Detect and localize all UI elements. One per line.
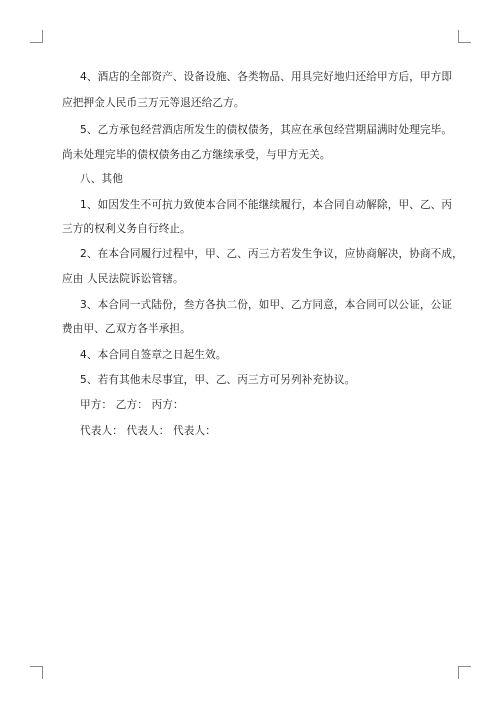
text-line: 3、本合同一式陆份，叁方各执二份，如甲、乙方同意，本合同可以公证，公证 [80,299,453,311]
text-line: 尚未处理完毕的债权债务由乙方继续承受，与甲方无关。 [62,149,331,161]
crop-mark-bottom-left [30,666,43,679]
text-line: 费由甲、乙双方各半承担。 [62,323,191,335]
text-line: 应由 人民法院诉讼管辖。 [62,273,184,285]
text-line: 4、酒店的全部资产、设备设施、各类物品、用具完好地归还给甲方后，甲方即 [80,71,453,83]
signature-parties-line: 甲方： 乙方： 丙方： [80,399,184,411]
text-line: 4、本合同自签章之日起生效。 [80,349,227,361]
text-line: 应把押金人民币三万元等退还给乙方。 [62,97,245,109]
text-line: 5、若有其他未尽事宜，甲、乙、丙三方可另列补充协议。 [80,374,356,386]
crop-mark-top-left [30,30,43,43]
section-heading: 八、其他 [80,173,123,185]
crop-mark-top-right [458,30,471,43]
text-line: 1、如因发生不可抗力致使本合同不能继续履行，本合同自动解除，甲、乙、丙 [80,199,453,211]
signature-representatives-line: 代表人： 代表人： 代表人： [80,425,216,437]
text-line: 5、乙方承包经营酒店所发生的债权债务，其应在承包经营期届满时处理完毕。 [80,124,453,136]
crop-mark-bottom-right [458,666,471,679]
text-line: 2、在本合同履行过程中，甲、乙、丙三方若发生争议，应协商解决，协商不成， [80,248,463,260]
text-line: 三方的权利义务自行终止。 [62,223,191,235]
